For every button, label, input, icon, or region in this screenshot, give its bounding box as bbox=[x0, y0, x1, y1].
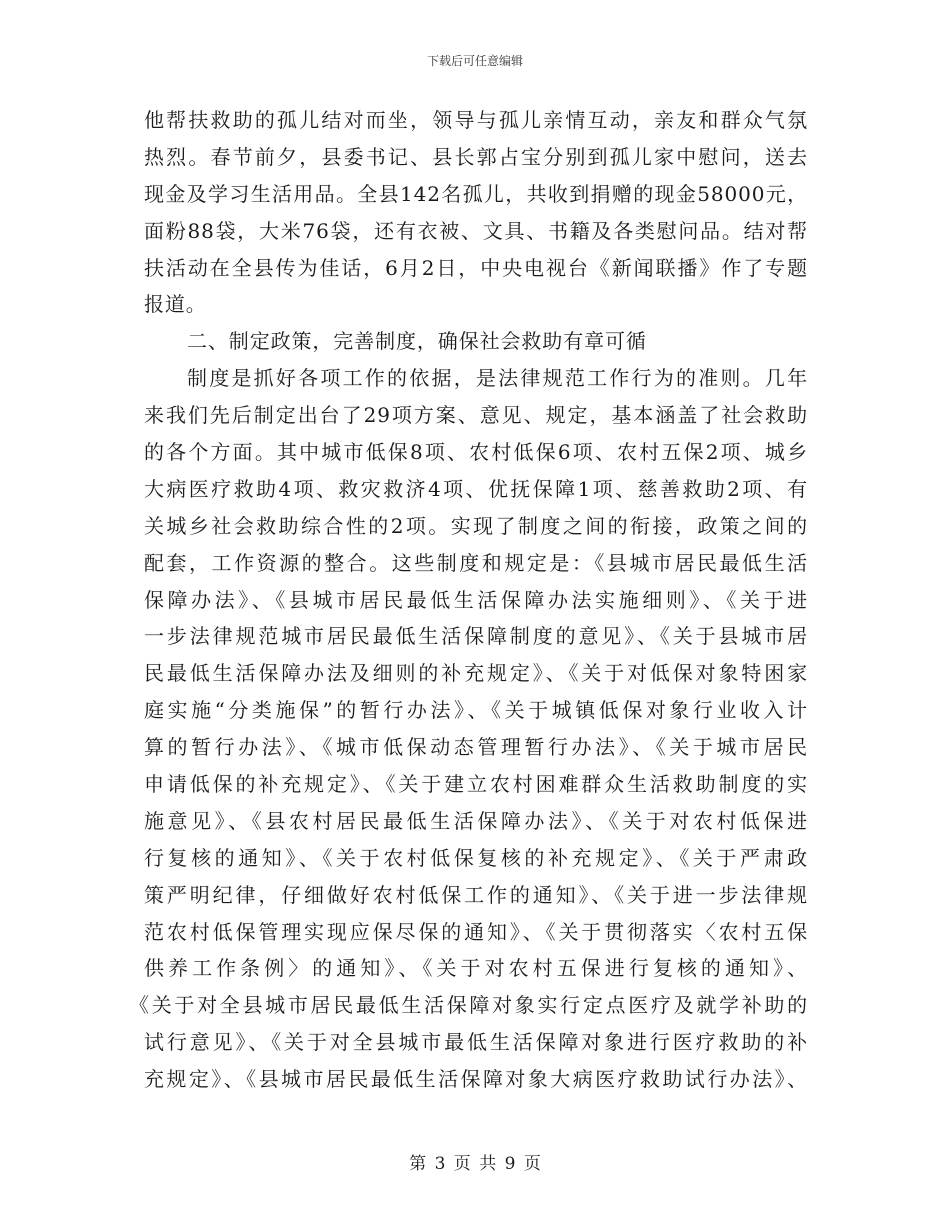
body-line: 配套，工作资源的整合。这些制度和规定是：《县城市居民最低生活 bbox=[144, 550, 808, 575]
page-header: 下载后可任意编辑 bbox=[426, 54, 523, 68]
document-body bbox=[129, 102, 808, 1098]
body-line: 面粉88袋，大米76袋，还有衣被、文具、书籍及各类慰问品。结对帮 bbox=[144, 218, 808, 243]
body-line: 来我们先后制定出台了29项方案、意见、规定，基本涵盖了社会救助 bbox=[144, 403, 808, 428]
body-line: 庭实施“分类施保”的暂行办法》、《关于城镇低保对象行业收入计 bbox=[144, 698, 808, 723]
body-line: 一步法律规范城市居民最低生活保障制度的意见》、《关于县城市居 bbox=[144, 624, 808, 649]
body-line: 保障办法》、《县城市居民最低生活保障办法实施细则》、《关于进 bbox=[144, 587, 808, 612]
body-line: 施意见》、《县农村居民最低生活保障办法》、《关于对农村低保进 bbox=[144, 808, 808, 833]
body-line: 的各个方面。其中城市低保8项、农村低保6项、农村五保2项、城乡 bbox=[144, 440, 808, 465]
body-line: 行复核的通知》、《关于农村低保复核的补充规定》、《关于严肃政 bbox=[144, 845, 808, 870]
body-line: 供养工作条例〉的通知》、《关于对农村五保进行复核的通知》、 bbox=[144, 956, 808, 981]
body-line: 民最低生活保障办法及细则的补充规定》、《关于对低保对象特困家 bbox=[144, 661, 808, 686]
body-line: 扶活动在全县传为佳话，6月2日，中央电视台《新闻联播》作了专题 bbox=[144, 255, 808, 280]
body-line: 热烈。春节前夕，县委书记、县长郭占宝分别到孤儿家中慰问，送去 bbox=[144, 144, 808, 169]
page-number: 第 3 页 共 9 页 bbox=[409, 1154, 541, 1174]
body-line: 《关于对全县城市居民最低生活保障对象实行定点医疗及就学补助的 bbox=[129, 993, 808, 1018]
body-line: 申请低保的补充规定》、《关于建立农村困难群众生活救助制度的实 bbox=[144, 772, 808, 797]
body-line: 充规定》、《县城市居民最低生活保障对象大病医疗救助试行办法》、 bbox=[144, 1067, 808, 1092]
body-line: 范农村低保管理实现应保尽保的通知》、《关于贯彻落实〈农村五保 bbox=[144, 919, 808, 944]
body-line: 现金及学习生活用品。全县142名孤儿，共收到捐赠的现金58000元， bbox=[144, 181, 808, 206]
body-line: 大病医疗救助4项、救灾救济4项、优抚保障1项、慈善救助2项、有 bbox=[144, 476, 808, 501]
body-line: 算的暂行办法》、《城市低保动态管理暂行办法》、《关于城市居民 bbox=[144, 735, 808, 760]
body-line: 策严明纪律，仔细做好农村低保工作的通知》、《关于进一步法律规 bbox=[144, 882, 808, 907]
body-line: 他帮扶救助的孤儿结对而坐，领导与孤儿亲情互动，亲友和群众气氛 bbox=[144, 108, 808, 132]
body-line: 报道。 bbox=[144, 292, 207, 317]
body-line: 关城乡社会救助综合性的2项。实现了制度之间的衔接，政策之间的 bbox=[144, 513, 808, 538]
body-line: 制度是抓好各项工作的依据，是法律规范工作行为的准则。几年 bbox=[187, 366, 808, 391]
body-line: 试行意见》、《关于对全县城市最低生活保障对象进行医疗救助的补 bbox=[144, 1030, 808, 1055]
section-heading: 二、制定政策，完善制度，确保社会救助有章可循 bbox=[187, 329, 647, 354]
